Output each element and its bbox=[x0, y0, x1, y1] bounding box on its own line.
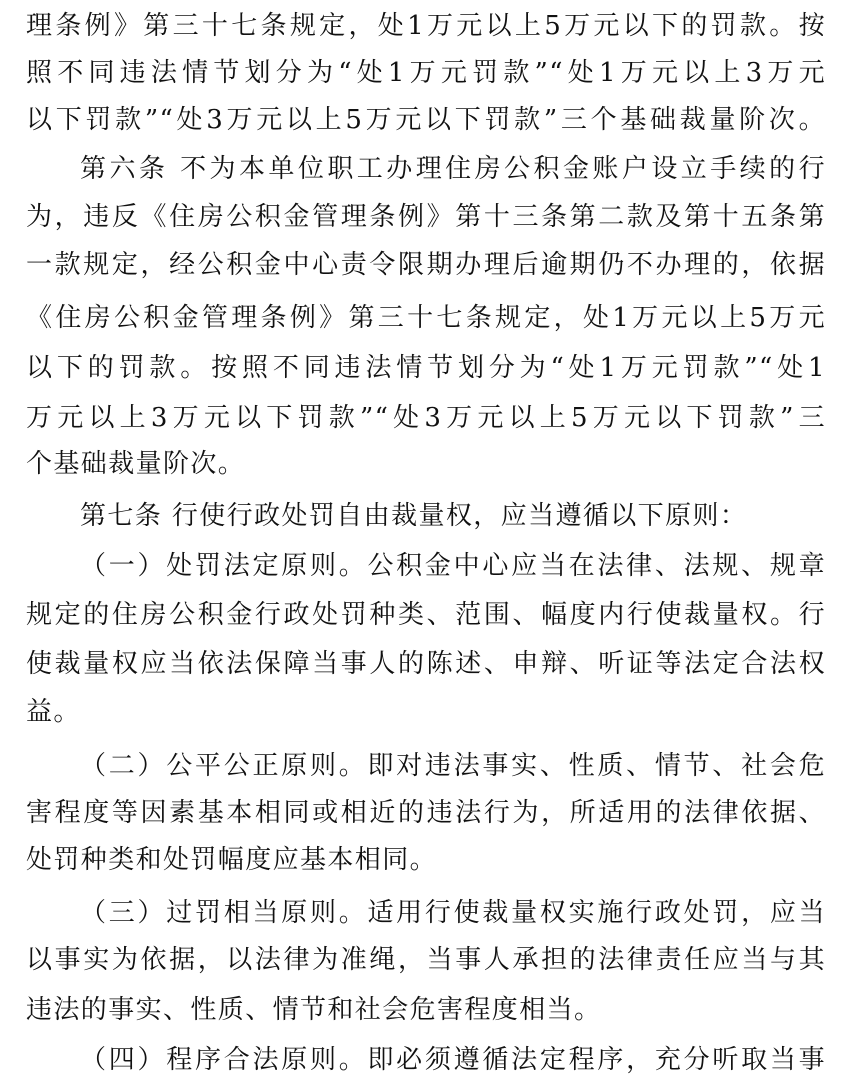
text-line: 益。 bbox=[26, 697, 81, 727]
text-line: 理条例》第三十七条规定，处1万元以上5万元以下的罚款。按 bbox=[26, 11, 826, 41]
text-line: 以事实为依据，以法律为准绳，当事人承担的法律责任应当与其 bbox=[26, 945, 826, 975]
text-line: 害程度等因素基本相同或相近的违法行为，所适用的法律依据、 bbox=[26, 798, 826, 828]
text-line: （三）过罚相当原则。适用行使裁量权实施行政处罚，应当 bbox=[80, 898, 826, 928]
text-line: 《住房公积金管理条例》第三十七条规定，处1万元以上5万元 bbox=[26, 303, 826, 333]
text-line: （一）处罚法定原则。公积金中心应当在法律、法规、规章 bbox=[80, 551, 826, 581]
text-line: 为，违反《住房公积金管理条例》第十三条第二款及第十五条第 bbox=[26, 202, 826, 232]
text-line: 使裁量权应当依法保障当事人的陈述、申辩、听证等法定合法权 bbox=[26, 649, 826, 679]
text-line: 个基础裁量阶次。 bbox=[26, 449, 246, 479]
text-line: 第七条 行使行政处罚自由裁量权，应当遵循以下原则： bbox=[80, 501, 748, 531]
text-line: 一款规定，经公积金中心责令限期办理后逾期仍不办理的，依据 bbox=[26, 250, 826, 280]
text-line: 照不同违法情节划分为“处1万元罚款”“处1万元以上3万元 bbox=[26, 58, 826, 88]
text-line: （四）程序合法原则。即必须遵循法定程序，充分听取当事 bbox=[80, 1045, 826, 1075]
text-line: 处罚种类和处罚幅度应基本相同。 bbox=[26, 845, 438, 875]
text-line: 万元以上3万元以下罚款”“处3万元以上5万元以下罚款”三 bbox=[26, 403, 826, 433]
text-line: 违法的事实、性质、情节和社会危害程度相当。 bbox=[26, 995, 602, 1025]
text-line: 规定的住房公积金行政处罚种类、范围、幅度内行使裁量权。行 bbox=[26, 600, 826, 630]
text-line: （二）公平公正原则。即对违法事实、性质、情节、社会危 bbox=[80, 751, 826, 781]
text-line: 以下罚款”“处3万元以上5万元以下罚款”三个基础裁量阶次。 bbox=[26, 105, 826, 135]
text-line: 第六条 不为本单位职工办理住房公积金账户设立手续的行 bbox=[80, 154, 826, 184]
text-line: 以下的罚款。按照不同违法情节划分为“处1万元罚款”“处1 bbox=[26, 353, 826, 383]
